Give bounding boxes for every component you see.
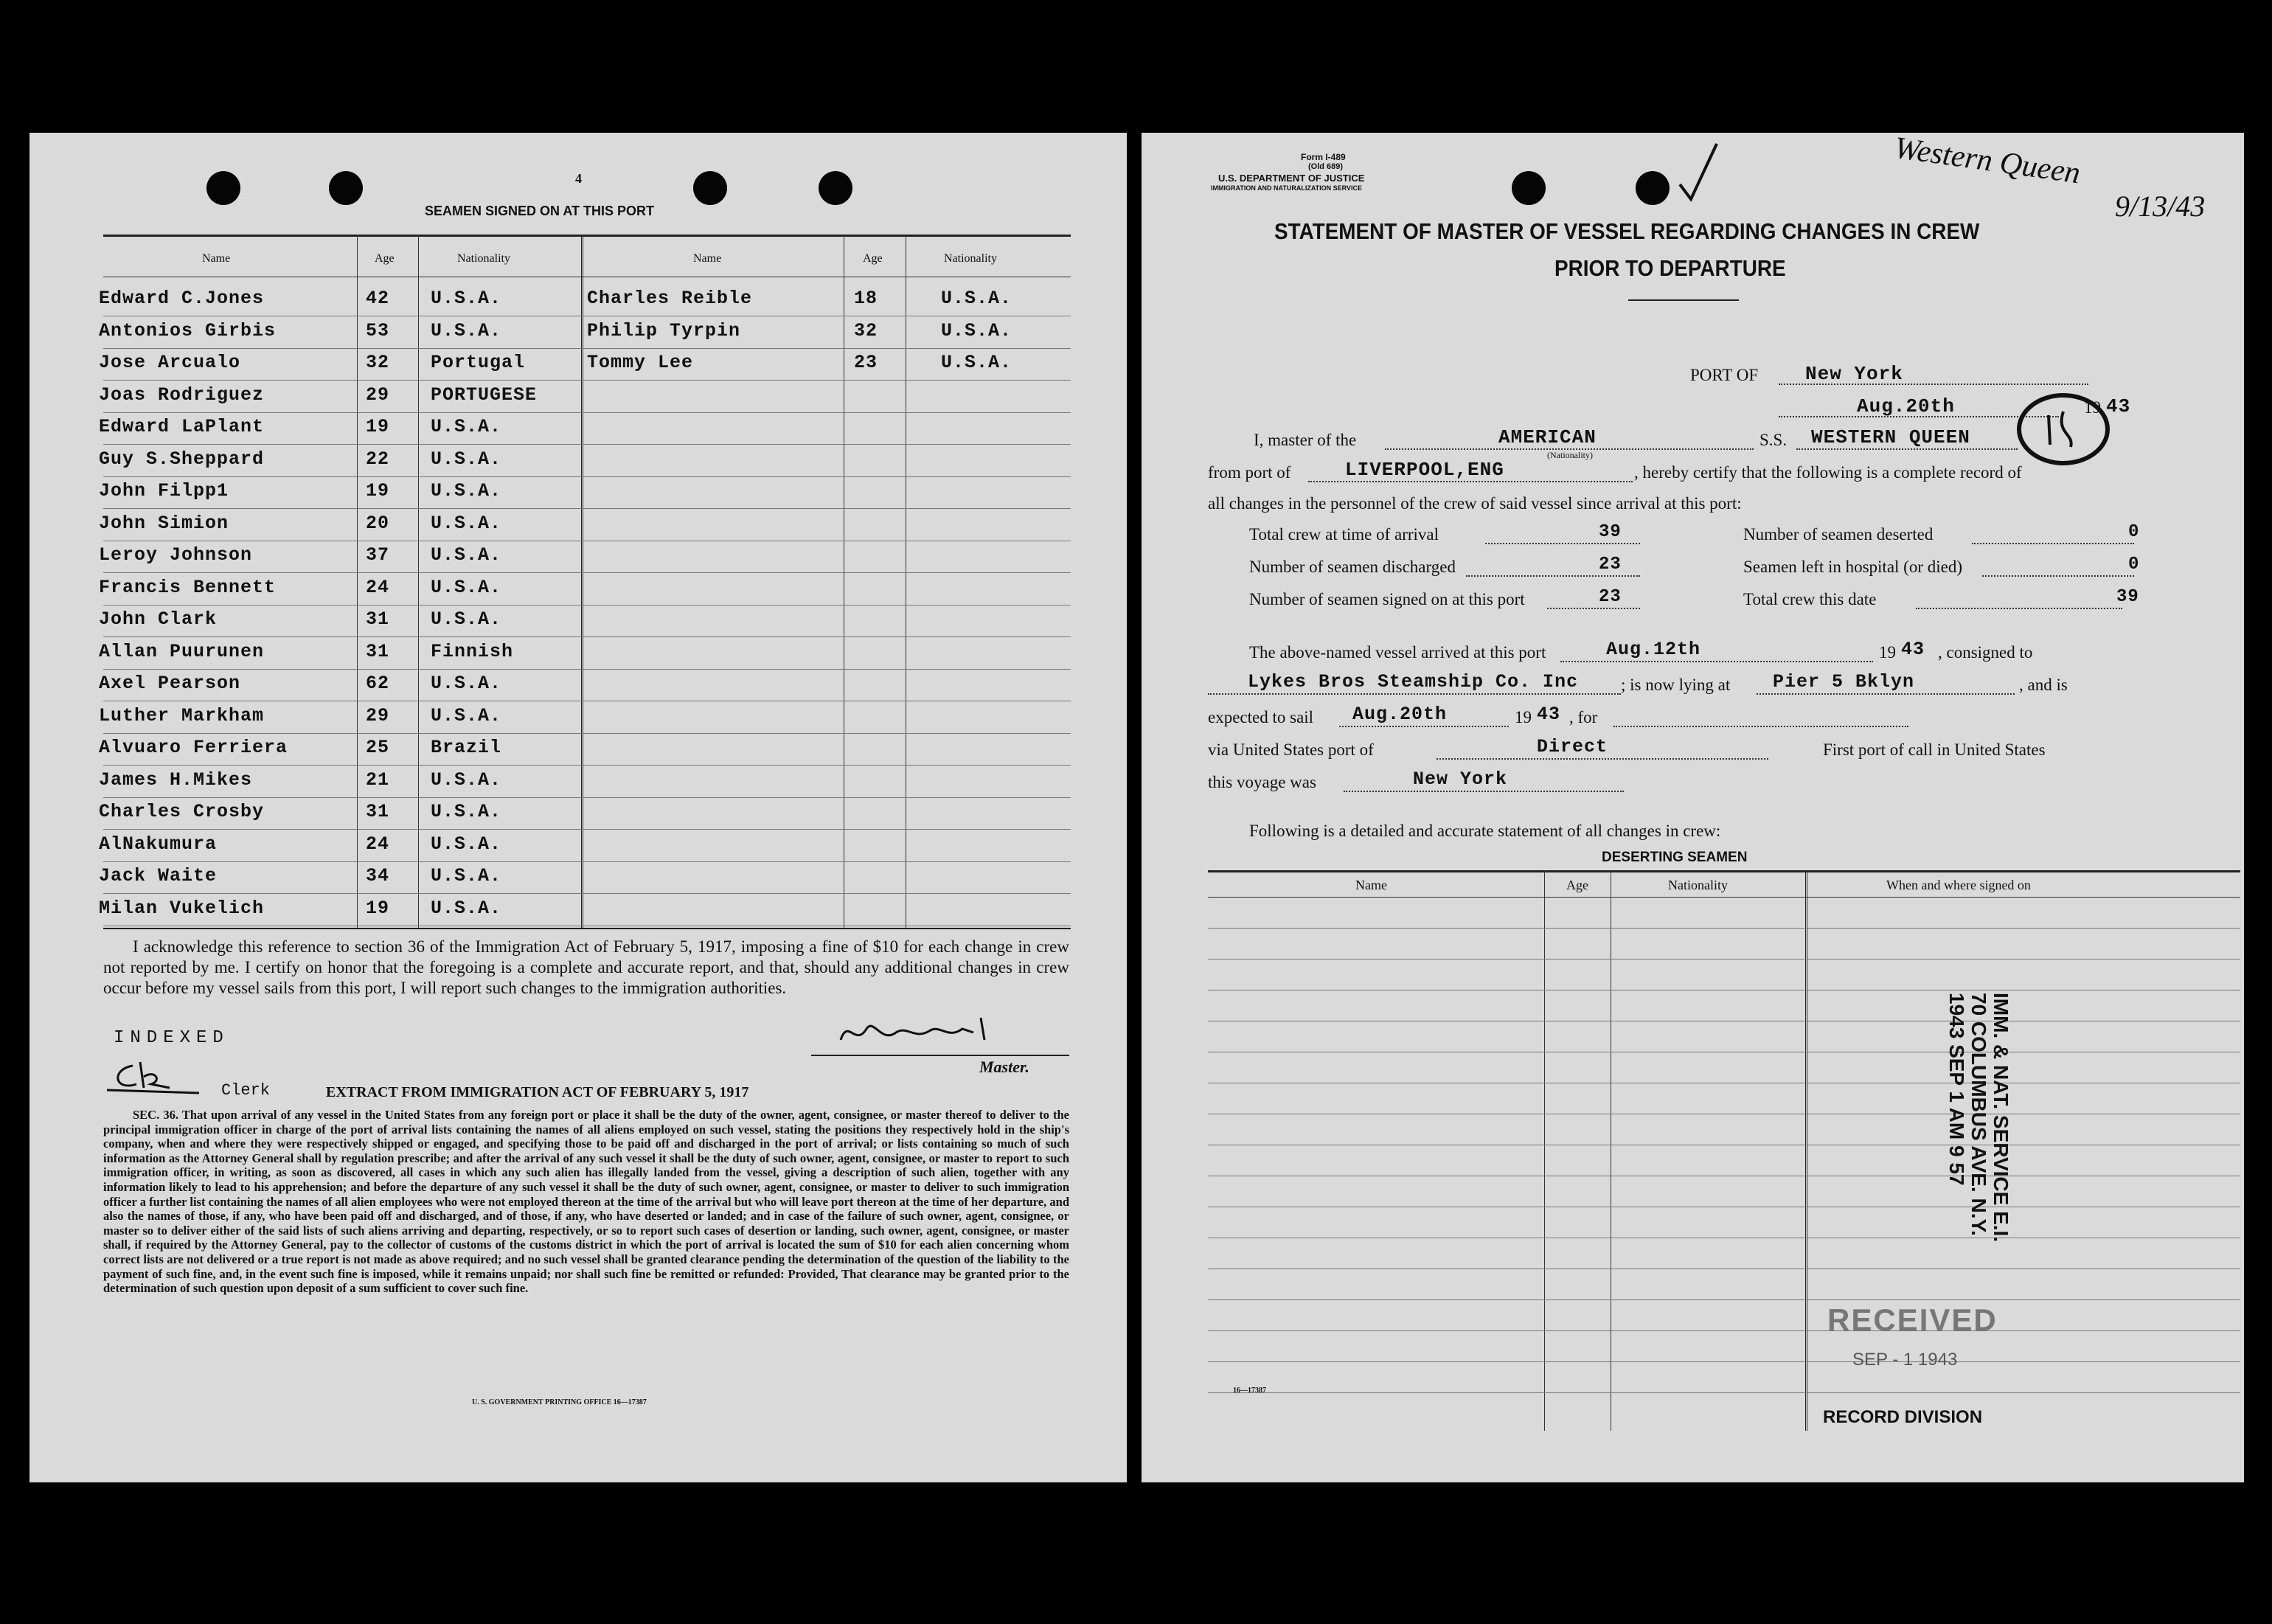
- fill-line: [1208, 693, 1621, 695]
- stat-label: Total crew at time of arrival: [1249, 525, 1439, 544]
- fill-line: [1972, 543, 2134, 544]
- from-port-label: from port of: [1208, 463, 1291, 482]
- seaman-name: Jack Waite: [99, 865, 218, 886]
- table-row-rule: [103, 380, 1071, 381]
- signature-line: [811, 1055, 1069, 1056]
- this-voyage-label: this voyage was: [1208, 773, 1316, 791]
- seamen-signed-on[interactable]: 23: [1599, 587, 1622, 607]
- seaman-name: Guy S.Sheppard: [99, 448, 265, 470]
- clerk-label: Clerk: [221, 1081, 271, 1100]
- punch-hole: [329, 171, 363, 205]
- punch-hole: [1512, 171, 1546, 205]
- stat-label: Seamen left in hospital (or died): [1743, 558, 1963, 576]
- seaman-age: 19: [366, 897, 390, 919]
- indexed-stamp: INDEXED: [114, 1028, 229, 1048]
- form-old-number: (Old 689): [1308, 162, 1344, 171]
- seaman-nationality: U.S.A.: [431, 801, 502, 822]
- deserting-title: DESERTING SEAMEN: [1602, 850, 1748, 865]
- punch-hole: [819, 171, 852, 205]
- fill-line: [1308, 481, 1633, 482]
- seaman-name: Alvuaro Ferriera: [99, 737, 288, 758]
- seaman-age: 34: [366, 865, 390, 886]
- expected-label: expected to sail: [1208, 708, 1314, 726]
- seaman-name: Tommy Lee: [587, 352, 694, 373]
- year-prefix: 19: [2084, 398, 2101, 417]
- port-value[interactable]: New York: [1805, 363, 1903, 385]
- arrived-date[interactable]: Aug.12th: [1606, 639, 1701, 660]
- seaman-nationality: U.S.A.: [941, 352, 1012, 373]
- and-is-label: , and is: [2019, 676, 2068, 694]
- consigned-label: , consigned to: [1938, 643, 2033, 662]
- table-row-rule: [103, 893, 1071, 894]
- stat-label: Total crew this date: [1743, 590, 1877, 608]
- table-row: [1208, 1330, 2240, 1331]
- circled-mark: [2012, 389, 2115, 471]
- seaman-nationality: U.S.A.: [431, 673, 502, 694]
- stamp-line: 70 COLUMBUS AVE. N.Y.: [1967, 993, 1990, 1236]
- fill-line: [1485, 543, 1640, 544]
- seaman-nationality: U.S.A.: [431, 288, 502, 309]
- fill-line: [1547, 608, 1640, 609]
- table-row-rule: [103, 733, 1071, 734]
- seaman-name: Luther Markham: [99, 704, 265, 726]
- table-row-rule: [103, 636, 1071, 637]
- seaman-name: Jose Arcualo: [99, 352, 241, 373]
- seaman-name: Charles Reible: [587, 288, 753, 309]
- nationality-value[interactable]: AMERICAN: [1498, 426, 1597, 448]
- stat-label: Number of seamen signed on at this port: [1249, 590, 1525, 608]
- seaman-age: 19: [366, 480, 390, 502]
- col-header-name: Name: [202, 252, 231, 265]
- fill-line: [1916, 608, 2122, 609]
- master-label: Master.: [979, 1058, 1029, 1076]
- table-rule: [418, 235, 419, 928]
- seaman-age: 37: [366, 544, 390, 566]
- expected-year[interactable]: 43: [1537, 704, 1561, 725]
- seaman-name: Leroy Johnson: [99, 544, 253, 566]
- seaman-name: AlNakumura: [99, 833, 218, 855]
- seaman-age: 23: [854, 352, 878, 373]
- received-date: SEP - 1 1943: [1852, 1350, 1958, 1370]
- table-row: [1208, 1299, 2240, 1300]
- seaman-nationality: U.S.A.: [431, 448, 502, 470]
- stat-label: Number of seamen discharged: [1249, 558, 1456, 576]
- seaman-nationality: U.S.A.: [431, 416, 502, 437]
- seaman-nationality: Brazil: [431, 737, 502, 758]
- table-row-rule: [103, 829, 1071, 830]
- fill-line: [1436, 758, 1768, 760]
- table-row-rule: [103, 444, 1071, 445]
- following-text: Following is a detailed and accurate statement of all changes in crew:: [1249, 822, 1721, 840]
- punch-hole: [693, 171, 727, 205]
- seamen-hospital[interactable]: 0: [2128, 555, 2140, 575]
- seaman-name: Edward LaPlant: [99, 416, 265, 437]
- stat-label: Number of seamen deserted: [1743, 525, 1934, 544]
- seaman-name: Antonios Girbis: [99, 319, 277, 341]
- fill-line: [1560, 661, 1873, 662]
- first-port-label: First port of call in United States: [1823, 740, 2046, 759]
- col-header-age: Age: [375, 252, 395, 265]
- form-code: 16—17387: [1233, 1387, 1266, 1395]
- lying-at[interactable]: Pier 5 Bklyn: [1773, 671, 1915, 693]
- form-title-line2: PRIOR TO DEPARTURE: [1554, 255, 1786, 281]
- punch-hole: [206, 171, 240, 205]
- table-row: [1208, 1361, 2240, 1362]
- seaman-age: 19: [366, 416, 390, 437]
- table-row-rule: [103, 861, 1071, 862]
- arrived-label: The above-named vessel arrived at this port: [1249, 643, 1546, 662]
- immigration-service-stamp: [1945, 993, 2012, 1242]
- seaman-name: Allan Puurunen: [99, 640, 265, 662]
- vessel-value[interactable]: WESTERN QUEEN: [1811, 426, 1970, 448]
- stamp-line: IMM. & NAT. SERVICE E.I.: [1990, 993, 2012, 1243]
- consignee[interactable]: Lykes Bros Steamship Co. Inc: [1248, 671, 1579, 693]
- seaman-age: 31: [366, 801, 390, 822]
- col-header-nationality: Nationality: [944, 252, 997, 265]
- table-rule: [581, 235, 583, 928]
- stamp-line: 1943 SEP 1 AM 9 57: [1945, 993, 1968, 1186]
- printing-office: U. S. GOVERNMENT PRINTING OFFICE 16—17387: [472, 1398, 647, 1406]
- table-row-rule: [103, 412, 1071, 413]
- table-row-rule: [103, 348, 1071, 349]
- fill-line: [1796, 448, 2018, 450]
- seaman-nationality: U.S.A.: [431, 608, 502, 630]
- extract-title: EXTRACT FROM IMMIGRATION ACT OF FEBRUARY 5, 1917: [326, 1084, 749, 1100]
- col-header-age: Age: [863, 252, 883, 265]
- seaman-age: 22: [366, 448, 390, 470]
- master-of-label: I, master of the: [1254, 431, 1357, 449]
- fill-line: [1982, 575, 2134, 577]
- seaman-age: 62: [366, 673, 390, 694]
- seaman-name: John Simion: [99, 512, 229, 534]
- seaman-age: 29: [366, 384, 390, 406]
- department: U.S. DEPARTMENT OF JUSTICE: [1218, 173, 1365, 184]
- total-crew-arrival[interactable]: 39: [1599, 522, 1622, 542]
- handwritten-date: 9/13/43: [2115, 190, 2206, 223]
- section-title: SEAMEN SIGNED ON AT THIS PORT: [425, 204, 655, 218]
- seaman-name: Francis Bennett: [99, 576, 277, 598]
- master-signature: [826, 1010, 1062, 1055]
- seaman-nationality: U.S.A.: [431, 865, 502, 886]
- seamen-discharged[interactable]: 23: [1599, 555, 1622, 575]
- table-row-rule: [103, 765, 1071, 766]
- seaman-age: 31: [366, 640, 390, 662]
- table-row-rule: [103, 508, 1071, 509]
- changes-text: all changes in the personnel of the crew of said vessel since arrival at this port:: [1208, 494, 1742, 513]
- table-rule: [103, 235, 1071, 237]
- left-form-page: [29, 133, 1127, 1482]
- seaman-nationality: Finnish: [431, 640, 514, 662]
- service: IMMIGRATION AND NATURALIZATION SERVICE: [1211, 184, 1362, 192]
- table-rule: [1805, 870, 1807, 1431]
- seaman-nationality: U.S.A.: [431, 319, 502, 341]
- fill-line: [1757, 693, 2015, 695]
- seaman-age: 21: [366, 768, 390, 791]
- arrived-year-prefix: 19: [1879, 643, 1896, 662]
- seaman-age: 31: [366, 608, 390, 630]
- first-port-value[interactable]: New York: [1413, 768, 1508, 790]
- table-row: [1208, 959, 2240, 960]
- seaman-name: Milan Vukelich: [99, 897, 265, 919]
- seaman-age: 24: [366, 576, 390, 598]
- col-header-signed-on: When and where signed on: [1886, 878, 2031, 892]
- seaman-nationality: U.S.A.: [431, 768, 502, 791]
- via-label: via United States port of: [1208, 740, 1374, 759]
- table-rule: [103, 928, 1071, 929]
- received-stamp: RECEIVED: [1827, 1302, 1998, 1337]
- seaman-name: John Filpp1: [99, 480, 229, 502]
- seaman-age: 20: [366, 512, 390, 534]
- seaman-nationality: U.S.A.: [941, 319, 1012, 341]
- seaman-nationality: U.S.A.: [431, 512, 502, 534]
- expected-date[interactable]: Aug.20th: [1352, 704, 1448, 725]
- seaman-nationality: U.S.A.: [431, 544, 502, 566]
- col-header-age: Age: [1566, 878, 1588, 892]
- seaman-age: 42: [366, 288, 390, 309]
- ss-label: S.S.: [1759, 431, 1788, 449]
- page-number: 4: [575, 171, 582, 186]
- fill-line: [1613, 726, 1908, 727]
- seaman-age: 53: [366, 319, 390, 341]
- form-number: Form I-489: [1301, 152, 1346, 162]
- col-header-name: Name: [1355, 878, 1387, 892]
- extract-text: SEC. 36. That upon arrival of any vessel in the United States from any foreign port or place it shall be the duty of the owner, agent, consignee, or master thereof to deliver to the principal immigration officer in charge of the port of arrival lists containing the names of all aliens employed on such vessel, stating the positions they respectively hold in the ship's company, when and where they were respectively shipped or engaged, and specifying those to be paid off and discharged in the port of arrival; or lists containing so much of such information as the Attorney General shall by regulation prescribe; and after the arrival of any such vessel it shall be the duty of such owner, agent, consignee, or master to report to such immigration officer, in writing, as soon as discovered, all cases in which any such alien has illegally landed from the vessel, giving a description of such alien, together with any information likely to lead to his apprehension; and before the departure of any such vessel it shall be the duty of such owner, agent, consignee, or master to deliver to such immigration officer a further list containing the names of all alien employees who were not employed thereon at the time of the arrival but who will leave port thereon at the time of her departure, and also the names of those, if any, who have been paid off and discharged, and of those, if any, who have deserted or landed; and in case of the failure of such owner, agent, consignee, or master so to deliver either of the said lists of such aliens arriving and departing, respectively, or so to report such cases of desertion or landing, such owner, agent, consignee, or master shall, if required by the Attorney General, pay to the collector of customs of the customs district in which the port of arrival is located the sum of $10 for each alien concerning whom correct lists are not delivered or a true report is not made as above required; and no such vessel shall be granted clearance pending the determination of the question of the liability to the payment of such fine, and, in the event such fine is imposed, while it remains unpaid; nor shall such fine be remitted or refunded: Provided, That clearance may be granted prior to the determination of such question upon deposit of a sum sufficient to cover such fine.: [103, 1108, 1069, 1296]
- col-header-nationality: Nationality: [1668, 878, 1728, 892]
- arrived-year[interactable]: 43: [1901, 639, 1925, 660]
- seaman-name: Axel Pearson: [99, 673, 241, 694]
- table-row-rule: [103, 476, 1071, 477]
- record-division: RECORD DIVISION: [1823, 1407, 1983, 1427]
- date-value[interactable]: Aug.20th: [1857, 395, 1955, 417]
- table-row-rule: [103, 797, 1071, 798]
- col-header-name: Name: [693, 252, 722, 265]
- seaman-age: 24: [366, 833, 390, 855]
- title-rule: [1628, 299, 1739, 301]
- table-rule: [1544, 870, 1545, 1431]
- seaman-age: 25: [366, 737, 390, 758]
- seaman-nationality: Portugal: [431, 352, 526, 373]
- year-value[interactable]: 43: [2106, 395, 2131, 417]
- nationality-caption: (Nationality): [1547, 450, 1593, 460]
- seaman-nationality: U.S.A.: [431, 833, 502, 855]
- table-row: [1208, 928, 2240, 929]
- seaman-name: Edward C.Jones: [99, 288, 265, 309]
- acknowledgement-text: I acknowledge this reference to section 36 of the Immigration Act of February 5, 1917, imposing a fine of $10 for each change in crew not reported by me. I certify on honor that the foregoing is a complete and accurate report, and that, should any additional changes in crew occur before my vessel sails from this port, I will report such changes to the immigration authorities.: [103, 937, 1069, 997]
- seaman-name: Charles Crosby: [99, 801, 265, 822]
- handwritten-note: Western Queen: [1892, 131, 2082, 191]
- via-value[interactable]: Direct: [1537, 736, 1608, 757]
- punch-hole: [1636, 171, 1670, 205]
- seaman-nationality: U.S.A.: [941, 288, 1012, 309]
- seaman-name: Philip Tyrpin: [587, 319, 741, 341]
- seaman-name: James H.Mikes: [99, 768, 253, 791]
- seaman-name: John Clark: [99, 608, 218, 630]
- seaman-age: 29: [366, 704, 390, 726]
- table-rule: [1208, 897, 2240, 898]
- right-form-page: [1142, 133, 2244, 1482]
- seaman-name: Joas Rodriguez: [99, 384, 265, 406]
- seaman-age: 32: [854, 319, 878, 341]
- seaman-nationality: U.S.A.: [431, 576, 502, 598]
- port-label: PORT OF: [1690, 366, 1759, 384]
- seaman-nationality: PORTUGESE: [431, 384, 538, 406]
- seamen-deserted[interactable]: 0: [2128, 522, 2140, 542]
- clerk-initials: [103, 1055, 206, 1099]
- certify-text: , hereby certify that the following is a complete record of: [1634, 463, 2022, 482]
- table-row: [1208, 1392, 2240, 1393]
- total-crew-date[interactable]: 39: [2116, 587, 2139, 607]
- seaman-nationality: U.S.A.: [431, 897, 502, 919]
- table-rule: [1208, 870, 2240, 872]
- fill-line: [1339, 726, 1509, 727]
- expected-year-prefix: 19: [1515, 708, 1532, 726]
- form-title-line1: STATEMENT OF MASTER OF VESSEL REGARDING CHANGES IN CREW: [1274, 218, 1980, 244]
- for-label: , for: [1569, 708, 1598, 726]
- table-row-rule: [103, 669, 1071, 670]
- seaman-nationality: U.S.A.: [431, 704, 502, 726]
- fill-line: [1344, 791, 1624, 792]
- col-header-nationality: Nationality: [457, 252, 510, 265]
- seaman-age: 18: [854, 288, 878, 309]
- seaman-age: 32: [366, 352, 390, 373]
- seaman-nationality: U.S.A.: [431, 480, 502, 502]
- lying-at-label: ; is now lying at: [1621, 676, 1731, 694]
- from-port-value[interactable]: LIVERPOOL,ENG: [1345, 459, 1504, 481]
- fill-line: [1466, 575, 1640, 577]
- table-rule: [357, 235, 358, 928]
- table-row-rule: [103, 572, 1071, 573]
- check-mark-icon: [1672, 140, 1724, 207]
